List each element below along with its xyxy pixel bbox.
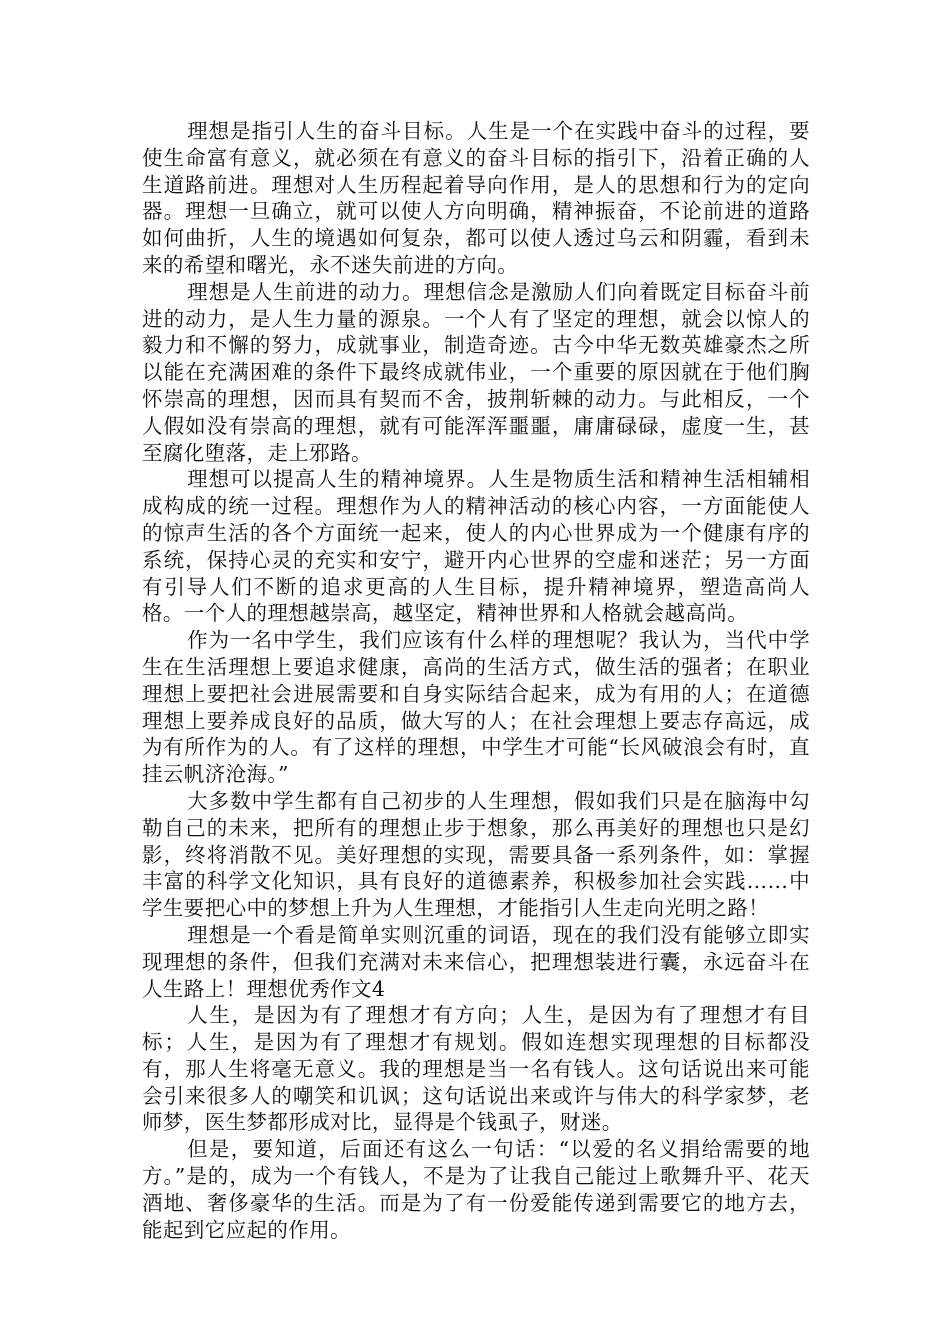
paragraph-essay4-intro: 人生，是因为有了理想才有方向；人生，是因为有了理想才有目标；人生，是因为有了理想才有规划。假如连想实现理想的目标都没有，那人生将毫无意义。我的理想是当一名有钱人。这句话说出来可能会引来很多人的嘲笑和讥讽；这句话说出来或许与伟大的科学家梦，老师梦，医生梦都形成对比，显得是个钱虱子，财迷。 — [142, 1003, 810, 1135]
paragraph-realizing-ideals: 大多数中学生都有自己初步的人生理想，假如我们只是在脑海中勾勒自己的未来，把所有的理想止步于想象，那么再美好的理想也只是幻影，终将消散不见。美好理想的实现，需要具备一系列条件，如：掌握丰富的科学文化知识，具有良好的道德素养，积极参加社会实践……中学生要把心中的梦想上升为人生理想，才能指引人生走向光明之路！ — [142, 788, 810, 921]
paragraph-ideal-is-driving-force: 理想是人生前进的动力。理想信念是激励人们向着既定目标奋斗前进的动力，是人生力量的源泉。一个人有了坚定的理想，就会以惊人的毅力和不懈的努力，成就事业，制造奇迹。古今中华无数英雄豪杰之所以能在充满困难的条件下最终成就伟业，一个重要的原因就在于他们胸怀崇高的理想，因而具有契而不舍，披荆斩棘的动力。与此相反，一个人假如没有崇高的理想，就有可能浑浑噩噩，庸庸碌碌，虚度一生，甚至腐化堕落，走上邪路。 — [142, 279, 810, 465]
paragraph-ideal-guides-life: 理想是指引人生的奋斗目标。人生是一个在实践中奋斗的过程，要使生命富有意义，就必须在有意义的奋斗目标的指引下，沿着正确的人生道路前进。理想对人生历程起着导向作用，是人的思想和行为的定向器。理想一旦确立，就可以使人方向明确，精神振奋，不论前进的道路如何曲折，人生的境遇如何复杂，都可以使人透过乌云和阴霾，看到未来的希望和曙光，永不迷失前进的方向。 — [142, 119, 810, 277]
paragraph-ideal-conclusion: 理想是一个看是简单实则沉重的词语，现在的我们没有能够立即实现理想的条件，但我们充满对未来信心，把理想装进行囊，永远奋斗在人生路上！理想优秀作文4 — [142, 922, 810, 1001]
paragraph-student-ideals: 作为一名中学生，我们应该有什么样的理想呢？我认为，当代中学生在生活理想上要追求健康，高尚的生活方式，做生活的强者；在职业理想上要把社会进展需要和自身实际结合起来，成为有用的人；在道德理想上要养成良好的品质，做大写的人；在社会理想上要志存高远，成为有所作为的人。有了这样的理想，中学生才可能“长风破浪会有时，直挂云帆济沧海。” — [142, 628, 810, 787]
paragraph-essay4-purpose: 但是，要知道，后面还有这么一句话：“以爱的名义捐给需要的地方。”是的，成为一个有钱人，不是为了让我自己能过上歌舞升平、花天酒地、奢侈豪华的生活。而是为了有一份爱能传递到需要它的地方去，能起到它应起的作用。 — [142, 1137, 810, 1242]
paragraph-ideal-raises-spirit: 理想可以提高人生的精神境界。人生是物质生活和精神生活相辅相成构成的统一过程。理想作为人的精神活动的核心内容，一方面能使人的惊声生活的各个方面统一起来，使人的内心世界成为一个健康有序的系统，保持心灵的充实和安宁，避开内心世界的空虚和迷茫；另一方面有引导人们不断的追求更高的人生目标，提升精神境界，塑造高尚人格。一个人的理想越崇高，越坚定，精神世界和人格就会越高尚。 — [142, 467, 810, 626]
document-body — [142, 118, 810, 1243]
